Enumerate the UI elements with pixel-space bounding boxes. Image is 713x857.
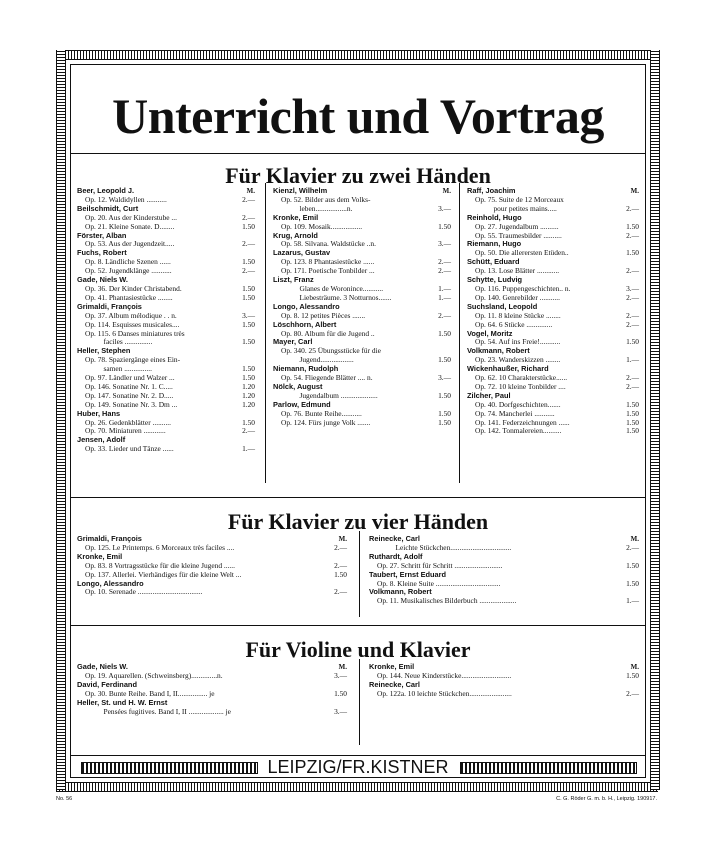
composer-name: Volkmann, Robert — [369, 587, 432, 597]
entry-price: 1.— — [626, 355, 639, 365]
catalog-entry — [467, 419, 639, 428]
entry-title: Op. 8. 12 petites Pièces ....... — [281, 311, 366, 320]
entry-title: Op. 125. Le Printemps. 6 Morceaux très faciles .... — [85, 543, 235, 552]
entry-price: 1.50 — [626, 426, 639, 436]
catalog-column: M. Kienzl, Wilhelm Op. 52. Bilder aus dem Volks- leben.................n. 3.— Kronke, Emil Op. 109. Mosaik................. 1.50 Krug, Arnold Op. 58. Silvana. Waldstücke ..n. 3.— Lazarus, Gustav Op. 123. 8 Phantasiestücke ...... 2.— Op. 171. Poetische Tonbilder ... 2.— Liszt, Franz Glanes de Woronince........... 1.— Liebesträume. 3 Notturnos....... 1.— Longo, Alessandro Op. 8. 12 petites Pièces ....... 2.— Löschhorn, Albert Op. 80. Album für die Jugend .. 1.50 Mayer, Carl Op. 340. 25 Übungsstücke für die Jugend.................. 1.50 Niemann, Rudolph Op. 54. Fliegende Blätter .... n. 3.— Nölck, August Jugendalbum .................... 1.50 Parlow, Edmund Op. 76. Bunte Reihe........... 1.50 Op. 124. Fürs junge Volk ....... 1.50 — [273, 186, 451, 427]
section-title-two-hands: Für Klavier zu zwei Händen — [225, 163, 491, 188]
catalog-entry — [77, 214, 255, 223]
entry-title: Jugendalbum .................... — [281, 391, 378, 400]
entry-price: 1.50 — [626, 399, 639, 409]
entry-title: Op. 114. Esquisses musicales.... — [85, 320, 180, 329]
entry-price: 1.50 — [242, 257, 255, 267]
column-separator — [359, 659, 360, 745]
composer-name: Vogel, Moritz — [467, 328, 513, 338]
entry-price: 1.— — [438, 292, 451, 302]
entry-title: Op. 83. 8 Vortragsstücke für die kleine Jugend ...... — [85, 561, 235, 570]
entry-price: 2.— — [626, 230, 639, 240]
catalog-entry — [273, 410, 451, 419]
entry-price: 2.— — [626, 310, 639, 320]
composer-name: Nölck, August — [273, 381, 323, 391]
entry-title: Op. 52. Bilder aus dem Volks- — [281, 195, 371, 204]
entry-price: 1.50 — [626, 221, 639, 231]
composer-name: Löschhorn, Albert — [273, 319, 337, 329]
entry-title: Op. 20. Aus der Kinderstube ... — [85, 213, 177, 222]
catalog-entry — [273, 196, 451, 205]
catalog-entry — [77, 419, 255, 428]
page-frame — [56, 50, 658, 790]
catalog-column: M. Raff, Joachim Op. 75. Suite de 12 Morceaux pour petites mains..... 2.— Reinhold, Hugo Op. 27. Jugendalbum .......... 1.50 Op. 55. Traumesbilder .......... 2.— Riemann, Hugo Op. 50. Die allerersten Etüden.. 1.50 Schütt, Eduard Op. 13. Lose Blätter ............ 2.— Schytte, Ludvig Op. 116. Puppengeschichten.. n. 3.— Op. 140. Genrebilder ........... 2.— Suchsland, Leopold Op. 11. 8 kleine Stücke ........ 2.— Op. 64. 6 Stücke .............. 2.— Vogel, Moritz Op. 54. Auf ins Freie!........... 1.50 Volkmann, Robert Op. 23. Wanderskizzen ........ 1.— Wickenhaußer, Richard Op. 62. 10 Charakterstücke...... 2.— Op. 72. 10 kleine Tonbilder .... 2.— Zilcher, Paul Op. 40. Dorfgeschichten....... 1.50 Op. 74. Mancherlei ........... 1.50 Op. 141. Federzeichnungen ...... 1.50 Op. 142. Tonmalereien.......... 1.50 — [467, 186, 639, 436]
entry-title: Op. 122a. 10 leichte Stückchen....................... — [377, 689, 512, 698]
composer-name: Schütt, Eduard — [467, 257, 520, 267]
entry-title: Op. 137. Allerlei. Vierhändiges für die kleine Welt ... — [85, 570, 242, 579]
entry-price: 1.50 — [626, 337, 639, 347]
composer-name: Huber, Hans — [77, 408, 121, 418]
catalog-entry — [77, 312, 255, 321]
entry-title: Op. 70. Miniaturen ............ — [85, 427, 166, 436]
composer-name: Volkmann, Robert — [467, 346, 530, 356]
catalog-entry — [77, 383, 255, 392]
composer-name: Heller, St. und H. W. Ernst — [77, 697, 168, 707]
composer-name: Raff, Joachim — [467, 186, 516, 195]
entry-title: Op. 26. Gedenkblätter .......... — [85, 418, 171, 427]
entry-title: Op. 116. Puppengeschichten.. n. — [475, 284, 571, 293]
composer-name: Mayer, Carl — [273, 337, 313, 347]
entry-price: 3.— — [626, 283, 639, 293]
entry-price: 2.— — [626, 373, 639, 383]
composer-name: Krug, Arnold — [273, 230, 318, 240]
entry-title: Jugend.................. — [281, 356, 354, 365]
entry-title: Op. 12. Waldidyllen ........... — [85, 195, 167, 204]
entry-title: Op. 40. Dorfgeschichten....... — [475, 400, 561, 409]
entry-title: Op. 124. Fürs junge Volk ....... — [281, 418, 371, 427]
catalog-entry — [77, 285, 255, 294]
entry-title: Op. 53. Aus der Jugendzeit..... — [85, 240, 175, 249]
composer-name: Reinecke, Carl — [369, 679, 420, 689]
composer-name: Gade, Niels W. — [77, 275, 128, 285]
entry-title: Op. 171. Poetische Tonbilder ... — [281, 267, 375, 276]
catalog-entry — [77, 588, 347, 597]
entry-title: faciles ............... — [85, 338, 153, 347]
entry-title: Op. 64. 6 Stücke .............. — [475, 320, 553, 329]
entry-title: Op. 37. Album mélodique . . n. — [85, 311, 177, 320]
catalog-entry — [77, 356, 255, 365]
composer-name: Taubert, Ernst Eduard — [369, 569, 447, 579]
composer-name: Beer, Leopold J. — [77, 186, 135, 195]
catalog-entry — [273, 419, 451, 428]
entry-title: Op. 80. Album für die Jugend .. — [281, 329, 375, 338]
entry-price: 1.50 — [438, 355, 451, 365]
entry-price: 1.— — [242, 444, 255, 454]
entry-title: Op. 21. Kleine Sonate. D........ — [85, 222, 175, 231]
entry-title: Op. 23. Wanderskizzen ........ — [475, 356, 561, 365]
entry-price: 3.— — [334, 706, 347, 716]
left-border — [56, 50, 66, 790]
entry-price: 2.— — [242, 426, 255, 436]
entry-title: Op. 142. Tonmalereien.......... — [475, 427, 562, 436]
entry-title: Op. 41. Phantasiestücke ........ — [85, 293, 173, 302]
catalog-entry — [273, 347, 451, 356]
entry-title: Op. 33. Lieder und Tänze ...... — [85, 445, 174, 454]
catalog-entry — [369, 597, 639, 606]
entry-title: samen ............... — [85, 365, 152, 374]
composer-name: Lazarus, Gustav — [273, 248, 331, 258]
entry-price: 2.— — [438, 257, 451, 267]
entry-title: Op. 55. Traumesbilder .......... — [475, 231, 562, 240]
catalog-entry — [467, 285, 639, 294]
entry-title: Glanes de Woronince........... — [281, 284, 384, 293]
entry-price: 1.50 — [242, 417, 255, 427]
entry-price: 2.— — [438, 266, 451, 276]
divider — [71, 625, 645, 626]
catalog-entry — [77, 258, 255, 267]
composer-name: Schytte, Ludvig — [467, 275, 523, 285]
entry-title: Op. 97. Ländler und Walzer ... — [85, 374, 175, 383]
entry-price: 1.50 — [438, 408, 451, 418]
catalog-entry — [467, 374, 639, 383]
entry-title: Op. 74. Mancherlei ........... — [475, 409, 555, 418]
section-title-violin: Für Violine und Klavier — [245, 637, 471, 662]
catalog-column: M. Reinecke, Carl Leichte Stückchen................................. 2.— Ruthardt, Adolf Op. 27. Schritt für Schritt .......................... 1.50 Taubert, Ernst Eduard Op. 8. Kleine Suite ................................... 1.50 Volkmann, Robert Op. 11. Musikalisches Bilderbuch .................... 1.— — [369, 534, 639, 606]
composer-name: Kronke, Emil — [77, 551, 123, 561]
publisher-name: LEIPZIG/FR.KISTNER — [71, 757, 645, 778]
composer-name: Wickenhaußer, Richard — [467, 364, 549, 374]
entry-price: 1.50 — [626, 670, 639, 680]
entry-title: Op. 75. Suite de 12 Morceaux — [475, 195, 564, 204]
entry-title: Op. 140. Genrebilder ........... — [475, 293, 560, 302]
entry-price: 1.50 — [438, 328, 451, 338]
entry-title: Op. 19. Aquarellen. (Schweinsberg)..............n. — [85, 671, 223, 680]
entry-price: 2.— — [242, 266, 255, 276]
entry-title: Op. 72. 10 kleine Tonbilder .... — [475, 382, 566, 391]
entry-title: Op. 27. Jugendalbum .......... — [475, 222, 559, 231]
entry-price: 2.— — [334, 560, 347, 570]
catalog-column: M. Grimaldi, François Op. 125. Le Printemps. 6 Morceaux très faciles .... 2.— Kronke, Emil Op. 83. 8 Vortragsstücke für die kleine Jugend ...... 2.— Op. 137. Allerlei. Vierhändiges für die kleine Welt ... 1.50 Longo, Alessandro Op. 10. Serenade ................................... 2.— — [77, 534, 347, 597]
catalog-entry — [273, 285, 451, 294]
composer-name: Zilcher, Paul — [467, 390, 511, 400]
composer-name: Reinecke, Carl — [369, 534, 420, 543]
entry-title: Op. 149. Sonatine Nr. 3. Dm ... — [85, 400, 178, 409]
entry-price: 1.50 — [626, 417, 639, 427]
catalog-entry — [77, 321, 255, 330]
entry-price: 3.— — [438, 203, 451, 213]
catalog-entry — [77, 445, 255, 454]
publisher-band — [71, 755, 645, 778]
catalog-entry — [77, 392, 255, 401]
entry-title: Op. 144. Neue Kinderstücke........................... — [377, 671, 512, 680]
catalog-entry — [467, 312, 639, 321]
entry-price: 2.— — [626, 381, 639, 391]
entry-title: Op. 11. 8 kleine Stücke ........ — [475, 311, 561, 320]
composer-name: Kienzl, Wilhelm — [273, 186, 328, 195]
entry-price: 1.50 — [626, 578, 639, 588]
composer-name: Reinhold, Hugo — [467, 212, 522, 222]
entry-title: Pensées fugitives. Band I, II ................... je — [85, 707, 231, 716]
divider — [71, 153, 645, 154]
plate-number: No. 56 — [56, 796, 73, 802]
printer-imprint: C. G. Röder G. m. b. H., Leipzig. 190917. — [556, 796, 657, 802]
entry-price: 2.— — [438, 310, 451, 320]
entry-title: Op. 78. Spaziergänge eines Ein- — [85, 356, 181, 365]
entry-price: 1.50 — [242, 364, 255, 374]
right-border — [650, 50, 660, 790]
entry-price: 2.— — [626, 319, 639, 329]
entry-title: Op. 147. Sonatine Nr. 2. D..... — [85, 391, 174, 400]
page-title: Unterricht und Vortrag — [112, 88, 604, 144]
composer-name: Riemann, Hugo — [467, 239, 522, 249]
entry-price: 3.— — [334, 670, 347, 680]
entry-title: Op. 10. Serenade ................................... — [85, 588, 203, 597]
entry-title: Op. 62. 10 Charakterstücke...... — [475, 374, 568, 383]
column-separator — [265, 183, 266, 483]
entry-title: leben.................n. — [281, 204, 353, 213]
entry-price: 2.— — [626, 292, 639, 302]
entry-price: 1.20 — [242, 399, 255, 409]
column-separator — [459, 183, 460, 483]
catalog-entry — [467, 196, 639, 205]
entry-price: 3.— — [242, 310, 255, 320]
entry-title: Op. 54. Fliegende Blätter .... n. — [281, 374, 373, 383]
composer-name: Fuchs, Robert — [77, 248, 127, 258]
composer-name: Ruthardt, Adolf — [369, 551, 423, 561]
entry-title: Op. 109. Mosaik................. — [281, 222, 363, 231]
bottom-border — [56, 782, 658, 792]
entry-price: 1.50 — [242, 221, 255, 231]
entry-price: 1.50 — [626, 560, 639, 570]
entry-price: 1.50 — [438, 221, 451, 231]
entry-price: 1.50 — [242, 292, 255, 302]
composer-name: Longo, Alessandro — [77, 578, 144, 588]
entry-price: 1.20 — [242, 381, 255, 391]
composer-name: Longo, Alessandro — [273, 301, 340, 311]
entry-title: Op. 58. Silvana. Waldstücke ..n. — [281, 240, 376, 249]
entry-price: 1.50 — [438, 417, 451, 427]
entry-title: Op. 50. Die allerersten Etüden.. — [475, 249, 569, 258]
composer-name: Gade, Niels W. — [77, 662, 128, 671]
composer-name: Parlow, Edmund — [273, 399, 331, 409]
entry-price: 1.50 — [242, 319, 255, 329]
entry-title: Op. 146. Sonatine Nr. 1. C..... — [85, 382, 173, 391]
entry-title: Op. 76. Bunte Reihe........... — [281, 409, 362, 418]
catalog-entry — [77, 365, 255, 374]
catalog-column: M. Kronke, Emil Op. 144. Neue Kinderstücke........................... 1.50 Reinecke, Carl Op. 122a. 10 leichte Stückchen....................... 2.— — [369, 662, 639, 698]
entry-price: 2.— — [242, 194, 255, 204]
entry-price: 2.— — [242, 239, 255, 249]
catalog-entry — [467, 401, 639, 410]
entry-title: Op. 27. Schritt für Schritt .......................... — [377, 561, 503, 570]
entry-title: Op. 8. Ländliche Szenen ...... — [85, 258, 171, 267]
composer-name: Jensen, Adolf — [77, 435, 126, 445]
composer-name: Kronke, Emil — [369, 662, 415, 671]
catalog-entry — [77, 562, 347, 571]
entry-price: 3.— — [438, 373, 451, 383]
entry-price: 2.— — [626, 542, 639, 552]
entry-price: 2.— — [626, 266, 639, 276]
entry-title: Op. 340. 25 Übungsstücke für die — [281, 347, 381, 356]
catalog-entry — [369, 690, 639, 699]
entry-title: Op. 115. 6 Danses miniatures très — [85, 329, 185, 338]
entry-title: Leichte Stückchen................................. — [377, 543, 512, 552]
entry-price: 2.— — [242, 212, 255, 222]
catalog-entry — [77, 374, 255, 383]
entry-title: Op. 11. Musikalisches Bilderbuch .................... — [377, 597, 517, 606]
composer-name: Grimaldi, François — [77, 534, 142, 543]
entry-price: 1.50 — [334, 688, 347, 698]
entry-price: 1.20 — [242, 390, 255, 400]
entry-title: Liebesträume. 3 Notturnos....... — [281, 293, 392, 302]
divider — [71, 497, 645, 498]
catalog-column: M. Gade, Niels W. Op. 19. Aquarellen. (Schweinsberg)..............n. 3.— David, Ferdinand Op. 30. Bunte Reihe. Band I, II................ je 1.50 Heller, St. und H. W. Ernst Pensées fugitives. Band I, II ................... je 3.— — [77, 662, 347, 716]
entry-title: pour petites mains..... — [475, 204, 557, 213]
section-title-four-hands: Für Klavier zu vier Händen — [227, 509, 489, 534]
entry-title: Op. 8. Kleine Suite ................................... — [377, 579, 501, 588]
composer-name: David, Ferdinand — [77, 679, 137, 689]
entry-price: 3.— — [438, 239, 451, 249]
catalog-column: M. Beer, Leopold J. Op. 12. Waldidyllen ........... 2.— Beilschmidt, Curt Op. 20. Aus der Kinderstube ... 2.— Op. 21. Kleine Sonate. D........ 1.50 Förster, Alban Op. 53. Aus der Jugendzeit..... 2.— Fuchs, Robert Op. 8. Ländliche Szenen ...... 1.50 Op. 52. Jugendklänge ........... 2.— Gade, Niels W. Op. 36. Der Kinder Christabend. 1.50 Op. 41. Phantasiestücke ........ 1.50 Grimaldi, François Op. 37. Album mélodique . . n. 3.— Op. 114. Esquisses musicales.... 1.50 Op. 115. 6 Danses miniatures très faciles ............... 1.50 Heller, Stephen Op. 78. Spaziergänge eines Ein- samen ............... 1.50 Op. 97. Ländler und Walzer ... 1.50 Op. 146. Sonatine Nr. 1. C..... 1.20 Op. 147. Sonatine Nr. 2. D..... 1.20 Op. 149. Sonatine Nr. 3. Dm ... 1.20 Huber, Hans Op. 26. Gedenkblätter .......... 1.50 Op. 70. Miniaturen ............ 2.— Jensen, Adolf Op. 33. Lieder und Tänze ...... 1.— — [77, 186, 255, 454]
entry-price: 1.50 — [626, 248, 639, 258]
catalog-entry — [77, 330, 255, 339]
content-box — [70, 64, 646, 778]
entry-title: Op. 141. Federzeichnungen ...... — [475, 418, 570, 427]
catalog-entry — [77, 708, 347, 717]
composer-name: Förster, Alban — [77, 230, 127, 240]
entry-price: 2.— — [334, 542, 347, 552]
entry-price: 1.— — [438, 283, 451, 293]
entry-title: Op. 13. Lose Blätter ............ — [475, 267, 560, 276]
entry-price: 1.50 — [242, 283, 255, 293]
entry-price: 2.— — [626, 688, 639, 698]
composer-name: Kronke, Emil — [273, 212, 319, 222]
entry-title: Op. 52. Jugendklänge ........... — [85, 267, 172, 276]
top-border — [56, 50, 658, 60]
entry-price: 1.50 — [242, 337, 255, 347]
entry-price: 1.50 — [626, 408, 639, 418]
column-separator — [359, 531, 360, 617]
composer-name: Grimaldi, François — [77, 301, 142, 311]
entry-title: Op. 54. Auf ins Freie!........... — [475, 338, 561, 347]
composer-name: Suchsland, Leopold — [467, 301, 538, 311]
entry-title: Op. 123. 8 Phantasiestücke ...... — [281, 258, 375, 267]
entry-price: 1.50 — [242, 373, 255, 383]
composer-name: Beilschmidt, Curt — [77, 203, 139, 213]
catalog-entry — [467, 223, 639, 232]
entry-price: 2.— — [626, 203, 639, 213]
composer-name: Liszt, Franz — [273, 275, 314, 285]
entry-price: 1.50 — [334, 569, 347, 579]
entry-title: Op. 30. Bunte Reihe. Band I, II................ je — [85, 689, 215, 698]
composer-name: Niemann, Rudolph — [273, 364, 339, 374]
entry-price: 2.— — [334, 587, 347, 597]
entry-title: Op. 36. Der Kinder Christabend. — [85, 284, 182, 293]
entry-price: 1.— — [626, 596, 639, 606]
entry-price: 1.50 — [438, 390, 451, 400]
catalog-entry — [273, 258, 451, 267]
catalog-entry — [467, 427, 639, 436]
composer-name: Heller, Stephen — [77, 346, 131, 356]
catalog-entry — [467, 410, 639, 419]
